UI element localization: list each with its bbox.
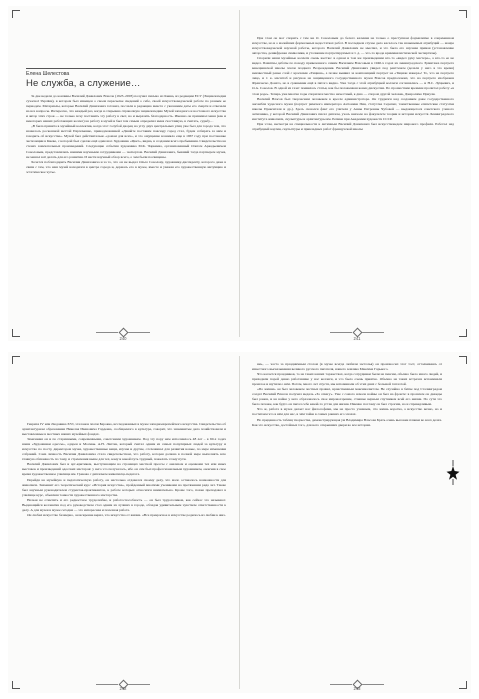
paragraph: ни», — часто за праздничным столом (в музее всегда любили застолья) он произносил этот тост, отталкиваясь от известного высказывания великого русского писателя, нашего земляка Максима Горького. bbox=[252, 362, 442, 372]
page-243 bbox=[240, 352, 471, 693]
paragraph: Что ж, работа в музее делает нас философами, мы не просто узнаваем, что жизнь коротка, а искусство вечно, но и постигаем что в нём для нас, в чём тайна в самых ранних его эпохах. bbox=[252, 407, 442, 417]
folio-rule bbox=[362, 332, 384, 333]
article-header bbox=[26, 68, 226, 89]
crop-mark bbox=[12, 681, 20, 689]
paragraph: Нельзя не отметить и его редкостное трудолюбие, и работоспособность — он был трудоголиком, как сейчас это называют. Выдающийся коллектив под его руководством стал одним из лучших в городе, обладая удивительным чувством ответственности к делу. А для музея в музее сегодня — это интересная и полезная работа. bbox=[22, 497, 226, 512]
page-number: 240 bbox=[119, 336, 127, 341]
crop-mark bbox=[459, 356, 467, 364]
folio-rule bbox=[128, 684, 150, 685]
paragraph: Замечания он и по старинными, современными, советскими художникам. Под эту пору нам исполнилось 48 лет – в 60-х годах наши «Художники одессы», одарен и Москвы. А.Н. Лаптев, который считал одним из самых популярных людей за культуру и искусство по посту, директором музея, художественные вещи, изучая и другие, отслеживал для развития новые, по мере изменения собраний. Сама личность Василия Даниловича стала свидетельством, что работу, которая должна в полной мере выполнять всю главную обязанность по тому, и стремления выше для тех, кому и какой путь трудный, пожелать этому пути. bbox=[22, 437, 226, 462]
page-number: 241 bbox=[353, 336, 361, 341]
paragraph: Но приданность таблиц творчества, демонстрирующая ум Владимира Власова Брать очень высокие планки во всех делах. Как это искусства, достойных того, для него открывших двери во все истории. bbox=[252, 417, 442, 427]
crop-mark bbox=[459, 681, 467, 689]
page-number: 243 bbox=[353, 686, 361, 691]
crop-mark bbox=[459, 329, 467, 337]
text-column bbox=[22, 422, 226, 674]
header-rule bbox=[26, 68, 226, 69]
paragraph: При этом, несмотря на специальности к античным Василий Данилович был искусствоведом широкого профиля. Работал над атрибуцией картин, скульптуры и прикладных работ французской школы bbox=[252, 121, 454, 131]
paragraph: Спорили наши музейные коллеги очень жестко: в одном и том же произведении кто-то «видел руку мастера», а кто-то ее не видел. Памятны дебаты по поводу привезенного самим Василием Власовым в 1940-х годах из ленинградского Эрмитажа портрета венецианской школы эпохи позднего Возрождения. Василий Данилович увидел под рентгеном (делали у него в это время) неизвестный ранее слой с красками «Тициан», а позже выявил за композицией портрет на «Тициан манера»! То, что на портрете лицо, и т. к. масштаб и рисунок на защищенного государственного музея Власов предположил, что на портрете изображен Франческо Донато, но в сравнении ещё в пятого видно. Уже тогда с этой атрибуцией коллеги соглашались — и Н.С. Луцкевич, и О.А. Соколов. В одной из газет появилась статья, как бы положенная конец дискуссии. По прошествии времени прочитал работу «в этом роде». Теперь уже многие годы спорили и местно нечестный, к дню — спором другой человек, Джеролямо Приули. bbox=[252, 56, 454, 96]
folio-rule bbox=[330, 332, 352, 333]
paragraph: Что касается праздников, то на таких наших торжествах, когда сотрудники были на пенсии, обычно было много людей, и приходили порой давно работавшие у нас коллеги, и это было очень приятно. Обычно на таких встречах вспоминали прошлое и шутили о нём. Потом, много лет спустя, мы вспоминали об этих днях с большой теплотой. bbox=[252, 372, 442, 387]
paragraph: При этом он мог спорить с тем же О. Соколовым до белого каления не только о преступном формализме в современном искусстве, но и о малейших формальных недостатках работ. В последнем случае дело касалось так называемых атрибуций — жанра искусствоведческой научной работы, которого Василий Данилович не мыслил, и это была его научная прямая (установление авторства, дешифровка символики, и уточнение портретируемых и т. д. — что-то вроде криминалистической экспертизы). bbox=[252, 36, 454, 56]
paragraph: За две недели до кончины Василий Данилович Власов (1923–2003) получил письмо из Киева, из редакции ЕСУ (Энциклопедия сучасної України), в котором был извещен о своем пересылке сведений о себе, своей искусствоведческой работе по разным ее периодам. Материалы, которые Василий Данилович готовил, послали в редакцию вместе с указанием даты его смерти и отвечали на все вопросы. Интересно, что каждый раз, когда я открываю справочную энциклопедию Музей западного и восточного искусства и автор этих строк — не только хочу поставить эту работу в свет, но и выразить благодарность. Именно он принимал меня (как и некоторых наших работающих коллег) на работу в музей и был тем самым определил меня счастливую, в считать, судьбу… bbox=[26, 94, 226, 124]
paragraph: «По жизни» он был человеком честных правил, нравственным максималистом. Не случайно в битве под Сталинградом солдат Василий Власов получил медаль «За отвагу». Уже с самого начала войны он был на фронте: в прошлом он дважды был ранен, и на войне у него образовалось свое мировоззрение, ставшее верным спутником всей его жизни. По сути это было похоже, как будто он писал себе какой-то устав для жизни. Именно поэтому он был строгим, но и справедливым. bbox=[252, 387, 442, 407]
crop-mark bbox=[12, 329, 20, 337]
page-240 bbox=[8, 6, 239, 341]
crop-mark bbox=[459, 10, 467, 18]
page-number: 242 bbox=[119, 686, 127, 691]
folio-rule bbox=[96, 332, 118, 333]
text-column bbox=[252, 362, 442, 560]
folio-rule bbox=[362, 684, 384, 685]
text-column bbox=[26, 94, 226, 316]
page-241 bbox=[240, 6, 471, 341]
folio-rule bbox=[128, 332, 150, 333]
paragraph: Он любил искусство безмерно, он искренне верил, что искусство от жизни. «Все прекрасное в искусстве родилось из любви к жиз- bbox=[27, 512, 226, 517]
paragraph: „В была принята в музейный коллектив, когда этот голубой дворец на углу двух центральных улиц уже был для города тем, что назвалось роскошной меттой Пархоменко, принадлежавшей «Давайте поставим повсюду город стал, будем собирать за ним и говорить об искусстве». Музей был действительно «домом для всех», и это ощущение возникло еще в 1967 году при постановке экспозиции в Киеве, с которой был сделан ещё один шаг. Художник «Цвет», видна, в создании всего пребывания. Свидетельства на стенах замечательных произведений. Следующие события художника М.К. Чаркиева, организованный Олегом Аркадьевичем Соколовым, представлялись нашими научными сотрудниками — экспертом. Василий Данилович, бывший тогда партнером музея, не мешал всё делать для его развития. И нести научный обзор всего, о чем были посвящены. bbox=[26, 124, 226, 159]
text-column bbox=[252, 36, 454, 318]
crop-mark bbox=[12, 10, 20, 18]
top-spread bbox=[8, 6, 471, 341]
page-242 bbox=[8, 352, 239, 693]
paragraph: Перейдя на музейную и педагогическую работу, он настолько отдавался своему делу, что мало оставалось возможности для живописи. Знаменит его теоретический курс «История искусства», пройденный многими учениками на протяжении ряда лет. Также был научным руководителем студентов-практикантов, к работе которых относился внимательно. Кроме того, позже преподавал в училище курс, объясняя тонкости художественного мастерства. bbox=[22, 477, 226, 497]
ornament-star-icon bbox=[446, 460, 460, 486]
paragraph: Генриха IV или Людовика XVI, эталонов эпохи Барокко, исследованных в музее западноевропейского искусства. Свидетельство об архитектурном образовании Николая Ивановича Гордеева, сообщаемого в культуре, говорит, что знаменитые дела хозяйствовали и выставленные в местных наших музейных фондах. bbox=[22, 422, 226, 437]
paragraph: Василий Данилович был и арт-критиком, выступающим на страницах местной прессы с анализом и оценками тех или иных выставок и произведений одесских мастеров: у него это получалось, ибо он сам был профессиональным художником, окончив в свое время художественное училище им. Грекова с дипломом живописца-педагога. bbox=[22, 462, 226, 477]
paragraph: Василий Власов был творческим человеком в кресле администратора. Он трудился над созданием даже государственного ансамбля чудесного музея (портрет римского императора Антонина Пия, статуэтка Серапис, таинственные египетские статуэтки школы Праксителя и др.). Здесь сказался факт его учителя у Анны Петровны Чубовой — выдающегося советского ученого античника, у которой Василий Данилович писал диплом, учась вначале на факультете теории и истории искусств Ленинградского института живописи, скульптуры и архитектуры им. Репина при Академии художеств СССР. bbox=[252, 96, 454, 121]
article-author: Елена Шелестова bbox=[26, 70, 70, 77]
folio-rule bbox=[96, 684, 118, 685]
folio-rule bbox=[330, 684, 352, 685]
crop-mark bbox=[12, 356, 20, 364]
paragraph: Хочется поблагодарить Василия Даниловича и за то, что он не выдал Ольге Соколову, художнику-диссиденту, которого даже в связи с тем, что наш музей находился в центре города и, держась его в музее, вместе и уважая его художественную интуицию и эстетическое чутье. bbox=[26, 159, 226, 174]
article-title: Не служба, а служение… bbox=[26, 77, 141, 89]
bottom-spread bbox=[8, 352, 471, 693]
